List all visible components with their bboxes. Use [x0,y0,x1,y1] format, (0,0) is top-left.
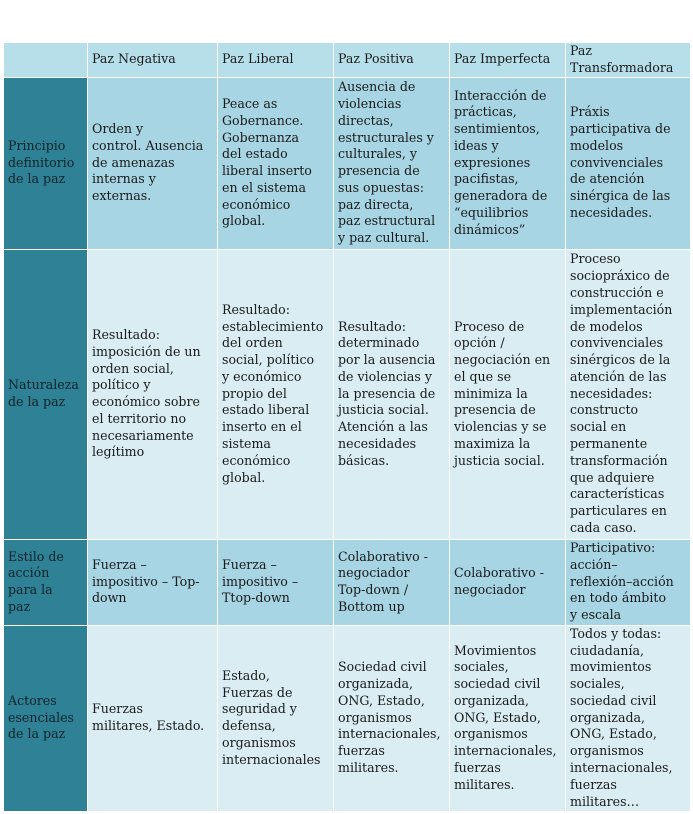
table-cell: Resultado: imposición de un orden social, político y económico sobre el territorio no necesariamente legítimo [88,249,218,539]
table-cell: Participativo: acción– reflexión–acción en todo ámbito y escala [566,539,691,625]
table-cell: Interacción de prácticas, sentimientos, ideas y expresiones pacifistas, generadora de “equilibrios dinámicos” [450,77,566,249]
header-row [4,43,691,78]
table-cell: Colaborativo - negociador [450,539,566,625]
table-cell: Proceso sociopráxico de construcción e implementación de modelos convivenciales sinérgicos de la atención de las necesidades: constructo social en permanente transformación que adquiere características particulares en cada caso. [566,249,691,539]
table-cell: Sociedad civil organizada, ONG, Estado, organismos internacionales, fuerzas militares. [334,625,450,811]
header-paz-liberal: Paz Liberal [218,43,334,78]
row-label: Naturaleza de la paz [4,249,88,539]
table-cell: Resultado: determinado por la ausencia de violencias y la presencia de justicia social. Atención a las necesidades básicas. [334,249,450,539]
peace-types-table [3,42,691,812]
header-paz-negativa: Paz Negativa [88,43,218,78]
table-cell: Movimientos sociales, sociedad civil organizada, ONG, Estado, organismos internacionales, fuerzas militares. [450,625,566,811]
row-label: Principio definitorio de la paz [4,77,88,249]
row-naturaleza [4,249,691,539]
row-principio-definitorio [4,77,691,249]
table-cell: Orden y control. Ausencia de amenazas internas y externas. [88,77,218,249]
header-corner [4,43,88,78]
row-actores [4,625,691,811]
row-label: Estilo de acción para la paz [4,539,88,625]
table-cell: Proceso de opción / negociación en el que se minimiza la presencia de violencias y se maximiza la justicia social. [450,249,566,539]
table-cell: Ausencia de violencias directas, estructurales y culturales, y presencia de sus opuestas: paz directa, paz estructural y paz cultural. [334,77,450,249]
header-paz-imperfecta: Paz Imperfecta [450,43,566,78]
row-label: Actores esenciales de la paz [4,625,88,811]
header-paz-positiva: Paz Positiva [334,43,450,78]
table-cell: Fuerza – impositivo – Ttop-down [218,539,334,625]
table-cell: Peace as Gobernance. Gobernanza del estado liberal inserto en el sistema económico global. [218,77,334,249]
header-paz-transformadora: Paz Transformadora [566,43,691,78]
table-cell: Práxis participativa de modelos convivenciales de atención sinérgica de las necesidades. [566,77,691,249]
table-cell: Resultado: establecimiento del orden social, político y económico propio del estado liberal inserto en el sistema económico global. [218,249,334,539]
table-cell: Colaborativo - negociador Top-down / Bottom up [334,539,450,625]
table-cell: Estado, Fuerzas de seguridad y defensa, organismos internacionales [218,625,334,811]
table-cell: Fuerza – impositivo – Top- down [88,539,218,625]
table-cell: Fuerzas militares, Estado. [88,625,218,811]
row-estilo-accion [4,539,691,625]
table-cell: Todos y todas: ciudadanía, movimientos sociales, sociedad civil organizada, ONG, Estado, organismos internacionales, fuerzas militares… [566,625,691,811]
